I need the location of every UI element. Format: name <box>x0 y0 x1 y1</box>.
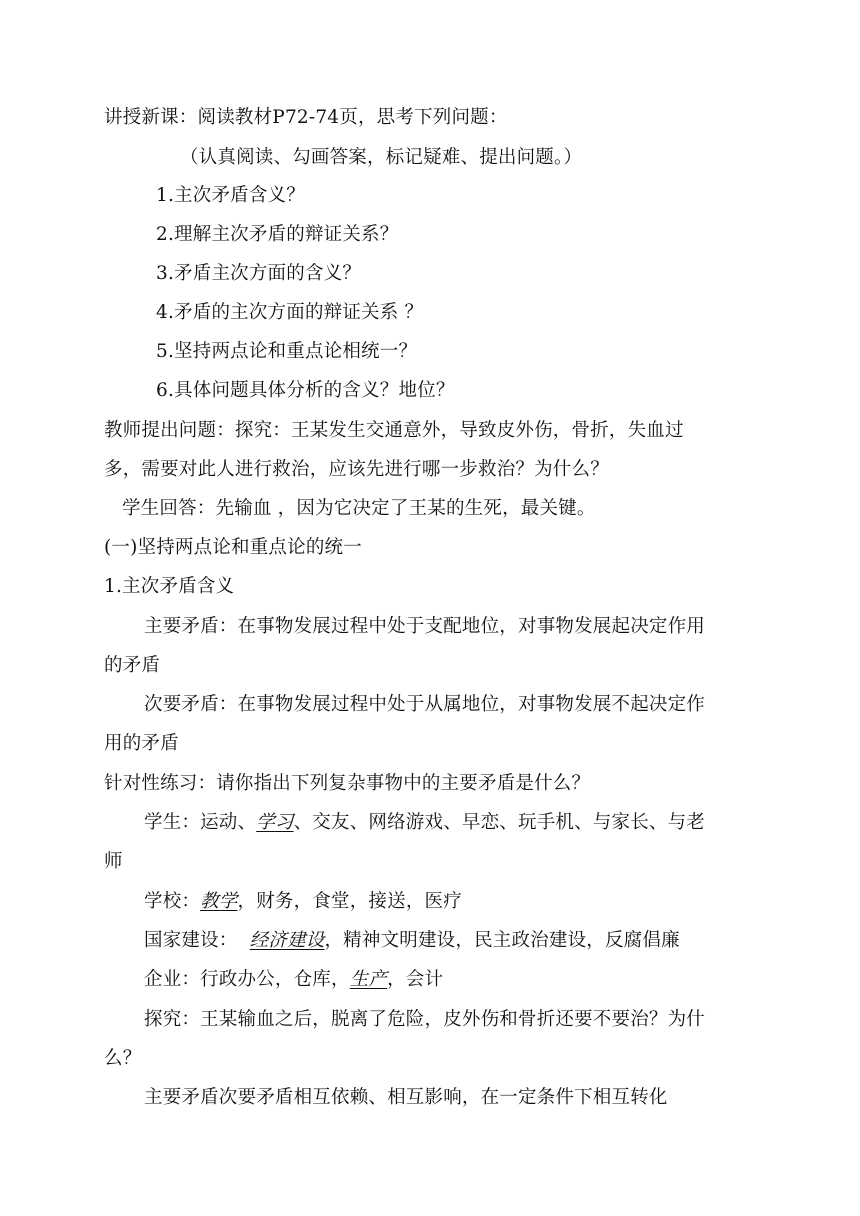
explore-line-2: 么？ <box>104 1048 142 1069</box>
question-4: 4.矛盾的主次方面的辩证关系 ？ <box>156 302 424 323</box>
teacher-question-line-2: 多，需要对此人进行救治，应该先进行哪一步救治？为什么？ <box>104 459 609 480</box>
example-firm-key: 生产 <box>349 969 388 990</box>
question-3: 3.矛盾主次方面的含义？ <box>156 263 362 284</box>
intro-note: （认真阅读、勾画答案，标记疑难、提出问题。） <box>180 147 583 168</box>
minor-contradiction-def-2: 用的矛盾 <box>104 733 179 754</box>
example-nation-key: 经济建设 <box>249 930 325 951</box>
example-student-cont: 师 <box>104 851 123 872</box>
sub-title: 1.主次矛盾含义 <box>104 576 235 597</box>
explore-line-1: 探究：王某输血之后，脱离了危险，皮外伤和骨折还要不要治？为什 <box>144 1009 706 1030</box>
teacher-question-line-1: 教师提出问题：探究：王某发生交通意外，导致皮外伤，骨折，失血过 <box>104 420 684 441</box>
main-contradiction-def-1: 主要矛盾：在事物发展过程中处于支配地位，对事物发展起决定作用 <box>144 616 706 637</box>
main-contradiction-def-2: 的矛盾 <box>104 655 161 676</box>
question-6: 6.具体问题具体分析的含义？地位？ <box>156 380 455 401</box>
example-student <box>0 811 860 835</box>
example-nation <box>0 929 860 953</box>
minor-contradiction-def-1: 次要矛盾：在事物发展过程中处于从属地位，对事物发展不起决定作 <box>144 694 706 715</box>
conclusion: 主要矛盾次要矛盾相互依赖、相互影响，在一定条件下相互转化 <box>144 1087 668 1108</box>
example-school-post: ，财务，食堂，接送，医疗 <box>237 891 462 912</box>
student-answer: 学生回答：先输血 ，因为它决定了王某的生死，最关键。 <box>122 498 596 519</box>
intro-line: 讲授新课：阅读教材P72-74页，思考下列问题： <box>104 107 508 128</box>
question-1: 1.主次矛盾含义？ <box>156 185 305 206</box>
example-nation-pre: 国家建设： <box>144 930 250 951</box>
practice-prompt: 针对性练习：请你指出下列复杂事物中的主要矛盾是什么？ <box>104 773 591 794</box>
example-student-key: 学习 <box>256 812 294 833</box>
example-school <box>0 890 860 914</box>
example-student-post: 、交友、网络游戏、早恋、玩手机、与家长、与老 <box>293 812 706 833</box>
example-school-pre: 学校： <box>144 891 201 912</box>
example-school-key: 教学 <box>200 891 238 912</box>
question-2: 2.理解主次矛盾的辩证关系？ <box>156 224 399 245</box>
example-firm <box>0 968 860 992</box>
question-5: 5.坚持两点论和重点论相统一？ <box>156 341 418 362</box>
example-firm-post: ，会计 <box>387 969 444 990</box>
example-nation-post: ，精神文明建设，民主政治建设，反腐倡廉 <box>324 930 680 951</box>
example-student-pre: 学生：运动、 <box>144 812 257 833</box>
example-firm-pre: 企业：行政办公，仓库， <box>144 969 350 990</box>
section-title: (一)坚持两点论和重点论的统一 <box>104 537 362 558</box>
